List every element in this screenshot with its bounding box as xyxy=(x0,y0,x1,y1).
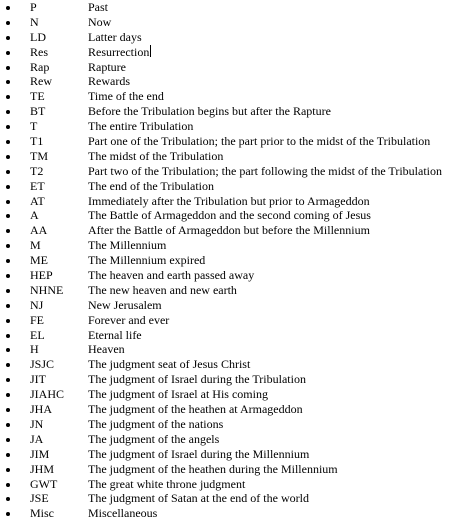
bullet-icon xyxy=(6,200,10,204)
bullet-icon xyxy=(6,21,10,25)
abbreviation-meaning: Rapture xyxy=(88,59,126,74)
abbreviation-code: H xyxy=(30,342,39,357)
list-item xyxy=(0,179,449,194)
abbreviation-code: JHA xyxy=(30,402,53,417)
bullet-icon xyxy=(6,497,10,501)
list-item xyxy=(0,432,449,447)
abbreviation-code: T xyxy=(30,119,38,134)
list-item xyxy=(0,283,449,298)
abbreviation-meaning: After the Battle of Armageddon but before the Millennium xyxy=(88,223,370,238)
abbreviation-code: T1 xyxy=(30,134,44,149)
bullet-icon xyxy=(6,483,10,487)
abbreviation-code: NHNE xyxy=(30,282,64,297)
abbreviation-code: JIM xyxy=(30,446,50,461)
abbreviation-meaning: The judgment of the heathen at Armageddon xyxy=(88,402,303,417)
text-cursor xyxy=(150,45,151,57)
abbreviation-meaning: The new heaven and new earth xyxy=(88,282,237,297)
bullet-icon xyxy=(6,140,10,144)
bullet-icon xyxy=(6,438,10,442)
abbreviation-meaning: Time of the end xyxy=(88,89,164,104)
list-item xyxy=(0,462,449,477)
abbreviation-meaning: Part one of the Tribulation; the part prior to the midst of the Tribulation xyxy=(88,134,431,149)
list-item xyxy=(0,417,449,432)
bullet-icon xyxy=(6,214,10,218)
bullet-icon xyxy=(6,259,10,263)
list-item xyxy=(0,328,449,343)
bullet-icon xyxy=(6,363,10,367)
bullet-icon xyxy=(6,319,10,323)
abbreviation-meaning: The judgment of the nations xyxy=(88,416,224,431)
abbreviation-code: JN xyxy=(30,416,44,431)
bullet-icon xyxy=(6,155,10,159)
list-item xyxy=(0,30,449,45)
abbreviation-meaning: Part two of the Tribulation; the part following the midst of the Tribulation xyxy=(88,163,442,178)
abbreviation-meaning: Eternal life xyxy=(88,327,142,342)
abbreviation-meaning: The judgment of Israel at His coming xyxy=(88,387,268,402)
abbreviation-meaning: The Millennium xyxy=(88,238,167,253)
abbreviation-code: Res xyxy=(30,44,48,59)
abbreviation-code: AT xyxy=(30,193,45,208)
bullet-icon xyxy=(6,408,10,412)
abbreviation-code: LD xyxy=(30,29,46,44)
abbreviation-meaning: Past xyxy=(88,0,109,14)
list-item xyxy=(0,0,449,15)
abbreviation-code: Misc xyxy=(30,506,54,521)
list-item xyxy=(0,477,449,492)
abbreviation-code: M xyxy=(30,238,41,253)
bullet-icon xyxy=(6,304,10,308)
bullet-icon xyxy=(6,274,10,278)
list-item xyxy=(0,313,449,328)
bullet-icon xyxy=(6,289,10,293)
bullet-icon xyxy=(6,453,10,457)
bullet-icon xyxy=(6,244,10,248)
bullet-icon xyxy=(6,36,10,40)
abbreviation-meaning: Miscellaneous xyxy=(88,506,158,521)
list-item xyxy=(0,74,449,89)
abbreviation-code: Rap xyxy=(30,59,50,74)
abbreviation-meaning: The midst of the Tribulation xyxy=(88,148,224,163)
abbreviation-meaning: Now xyxy=(88,14,112,29)
bullet-icon xyxy=(6,468,10,472)
abbreviation-meaning: Resurrection xyxy=(88,44,150,59)
abbreviation-code: NJ xyxy=(30,297,44,312)
list-item xyxy=(0,194,449,209)
abbreviation-meaning: The judgment of the angels xyxy=(88,431,220,446)
abbreviation-code: JSJC xyxy=(30,357,55,372)
bullet-icon xyxy=(6,512,10,516)
list-item xyxy=(0,45,449,60)
abbreviation-code: ME xyxy=(30,253,48,268)
list-item xyxy=(0,134,449,149)
list-item xyxy=(0,372,449,387)
list-item xyxy=(0,208,449,223)
abbreviation-code: JIT xyxy=(30,372,46,387)
bullet-icon xyxy=(6,185,10,189)
abbreviation-code: Rew xyxy=(30,74,52,89)
abbreviation-code: JIAHC xyxy=(30,387,65,402)
list-item xyxy=(0,119,449,134)
abbreviation-code: N xyxy=(30,14,39,29)
bullet-icon xyxy=(6,393,10,397)
abbreviation-meaning: New Jerusalem xyxy=(88,297,162,312)
list-item xyxy=(0,387,449,402)
list-item xyxy=(0,447,449,462)
bullet-icon xyxy=(6,125,10,129)
abbreviation-code: JHM xyxy=(30,461,55,476)
list-item xyxy=(0,506,449,521)
abbreviation-code: FE xyxy=(30,312,45,327)
bullet-icon xyxy=(6,348,10,352)
abbreviation-code: A xyxy=(30,208,39,223)
abbreviation-code: ET xyxy=(30,178,45,193)
abbreviation-code: P xyxy=(30,0,37,14)
bullet-icon xyxy=(6,51,10,55)
abbreviation-code: JA xyxy=(30,431,44,446)
abbreviation-code: TE xyxy=(30,89,45,104)
list-item xyxy=(0,238,449,253)
abbreviation-code: HEP xyxy=(30,268,53,283)
bullet-icon xyxy=(6,66,10,70)
abbreviation-meaning: Forever and ever xyxy=(88,312,170,327)
list-item xyxy=(0,298,449,313)
list-item xyxy=(0,104,449,119)
bullet-icon xyxy=(6,110,10,114)
list-item xyxy=(0,15,449,30)
abbreviation-code: TM xyxy=(30,148,48,163)
list-item xyxy=(0,60,449,75)
bullet-icon xyxy=(6,80,10,84)
abbreviation-meaning: The judgment of Satan at the end of the world xyxy=(88,491,309,506)
bullet-icon xyxy=(6,170,10,174)
abbreviation-meaning: The judgment seat of Jesus Christ xyxy=(88,357,251,372)
abbreviation-meaning: The judgment of Israel during the Tribulation xyxy=(88,372,306,387)
bullet-icon xyxy=(6,378,10,382)
abbreviation-meaning: Immediately after the Tribulation but prior to Armageddon xyxy=(88,193,370,208)
bullet-icon xyxy=(6,6,10,10)
abbreviation-meaning: The great white throne judgment xyxy=(88,476,246,491)
abbreviation-meaning: The Battle of Armageddon and the second coming of Jesus xyxy=(88,208,371,223)
abbreviation-meaning: The Millennium expired xyxy=(88,253,206,268)
list-item xyxy=(0,402,449,417)
abbreviation-code: JSE xyxy=(30,491,49,506)
abbreviation-meaning: Rewards xyxy=(88,74,130,89)
list-item xyxy=(0,491,449,506)
list-item xyxy=(0,342,449,357)
list-item xyxy=(0,89,449,104)
bullet-icon xyxy=(6,229,10,233)
abbreviation-meaning: Latter days xyxy=(88,29,142,44)
list-item xyxy=(0,268,449,283)
abbreviation-code: AA xyxy=(30,223,48,238)
list-item xyxy=(0,357,449,372)
abbreviation-meaning: The heaven and earth passed away xyxy=(88,268,255,283)
list-item xyxy=(0,164,449,179)
bullet-icon xyxy=(6,334,10,338)
bullet-icon xyxy=(6,423,10,427)
abbreviation-code: BT xyxy=(30,104,46,119)
abbreviation-meaning: The judgment of Israel during the Millennium xyxy=(88,446,310,461)
list-item xyxy=(0,253,449,268)
list-item xyxy=(0,223,449,238)
list-item xyxy=(0,149,449,164)
abbreviation-meaning: Before the Tribulation begins but after the Rapture xyxy=(88,104,331,119)
abbreviation-code: EL xyxy=(30,327,45,342)
abbreviation-code: GWT xyxy=(30,476,58,491)
abbreviation-meaning: The entire Tribulation xyxy=(88,119,194,134)
abbreviation-meaning: Heaven xyxy=(88,342,125,357)
abbreviation-meaning: The end of the Tribulation xyxy=(88,178,214,193)
bullet-icon xyxy=(6,95,10,99)
abbreviation-meaning: The judgment of the heathen during the Millennium xyxy=(88,461,338,476)
abbreviation-code: T2 xyxy=(30,163,44,178)
